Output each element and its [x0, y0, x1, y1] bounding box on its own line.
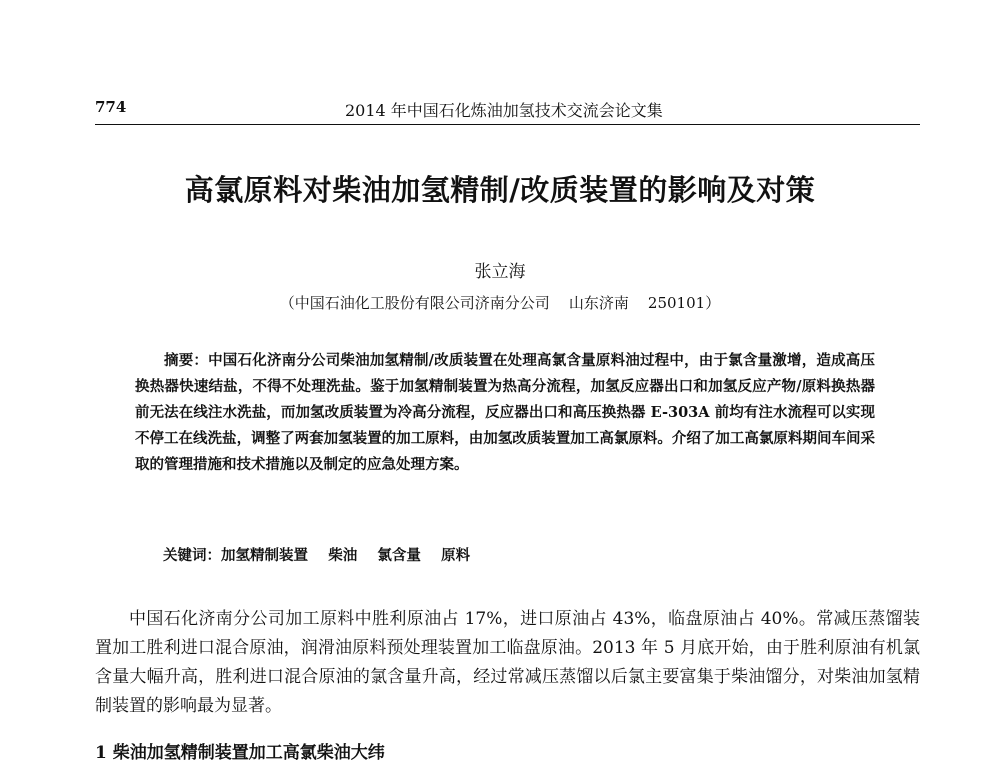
author-name: 张立海	[474, 262, 526, 282]
page-number: 774	[95, 98, 127, 116]
journal-title: 2014 年中国石化炼油加氢技术交流会论文集	[345, 101, 663, 120]
keywords-label: 关键词：	[163, 547, 221, 564]
abstract	[135, 348, 875, 478]
body-text	[95, 605, 920, 721]
keywords	[163, 544, 470, 565]
keywords-text: 加氢精制装置 柴油 氯含量 原料	[221, 547, 471, 564]
section-heading: 1 柴油加氢精制装置加工高氯柴油大纬	[95, 743, 385, 763]
body-paragraph: 中国石化济南分公司加工原料中胜利原油占 17%，进口原油占 43%，临盘原油占 40%。常减压蒸馏装置加工胜利进口混合原油，润滑油原料预处理装置加工临盘原油。2013 年 5 月底开始，由于胜利原油有机氯含量大幅升高，胜利进口混合原油的氯含量升高，经过常减压蒸馏以后氯主要富集于柴油馏分，对柴油加氢精制装置的影响最为显著。	[95, 609, 920, 716]
author-affiliation: （中国石油化工股份有限公司济南分公司 山东济南 250101）	[279, 294, 721, 312]
abstract-paragraph	[135, 348, 875, 478]
paper-title: 高氯原料对柴油加氢精制/改质装置的影响及对策	[184, 173, 816, 207]
running-header	[95, 94, 920, 125]
abstract-text: 中国石化济南分公司柴油加氢精制/改质装置在处理高氯含量原料油过程中，由于氯含量激增，造成高压换热器快速结盐，不得不处理洗盐。鉴于加氢精制装置为热高分流程，加氢反应器出口和加氢反应产物/原料换热器前无法在线注水洗盐，而加氢改质装置为冷高分流程，反应器出口和高压换热器 E-303A 前均有注水流程可以实现不停工在线洗盐，调整了两套加氢装置的加工原料，由加氢改质装置加工高氯原料。介绍了加工高氯原料期间车间采取的管理措施和技术措施以及制定的应急处理方案。	[135, 352, 875, 473]
abstract-label: 摘要：	[164, 352, 209, 369]
